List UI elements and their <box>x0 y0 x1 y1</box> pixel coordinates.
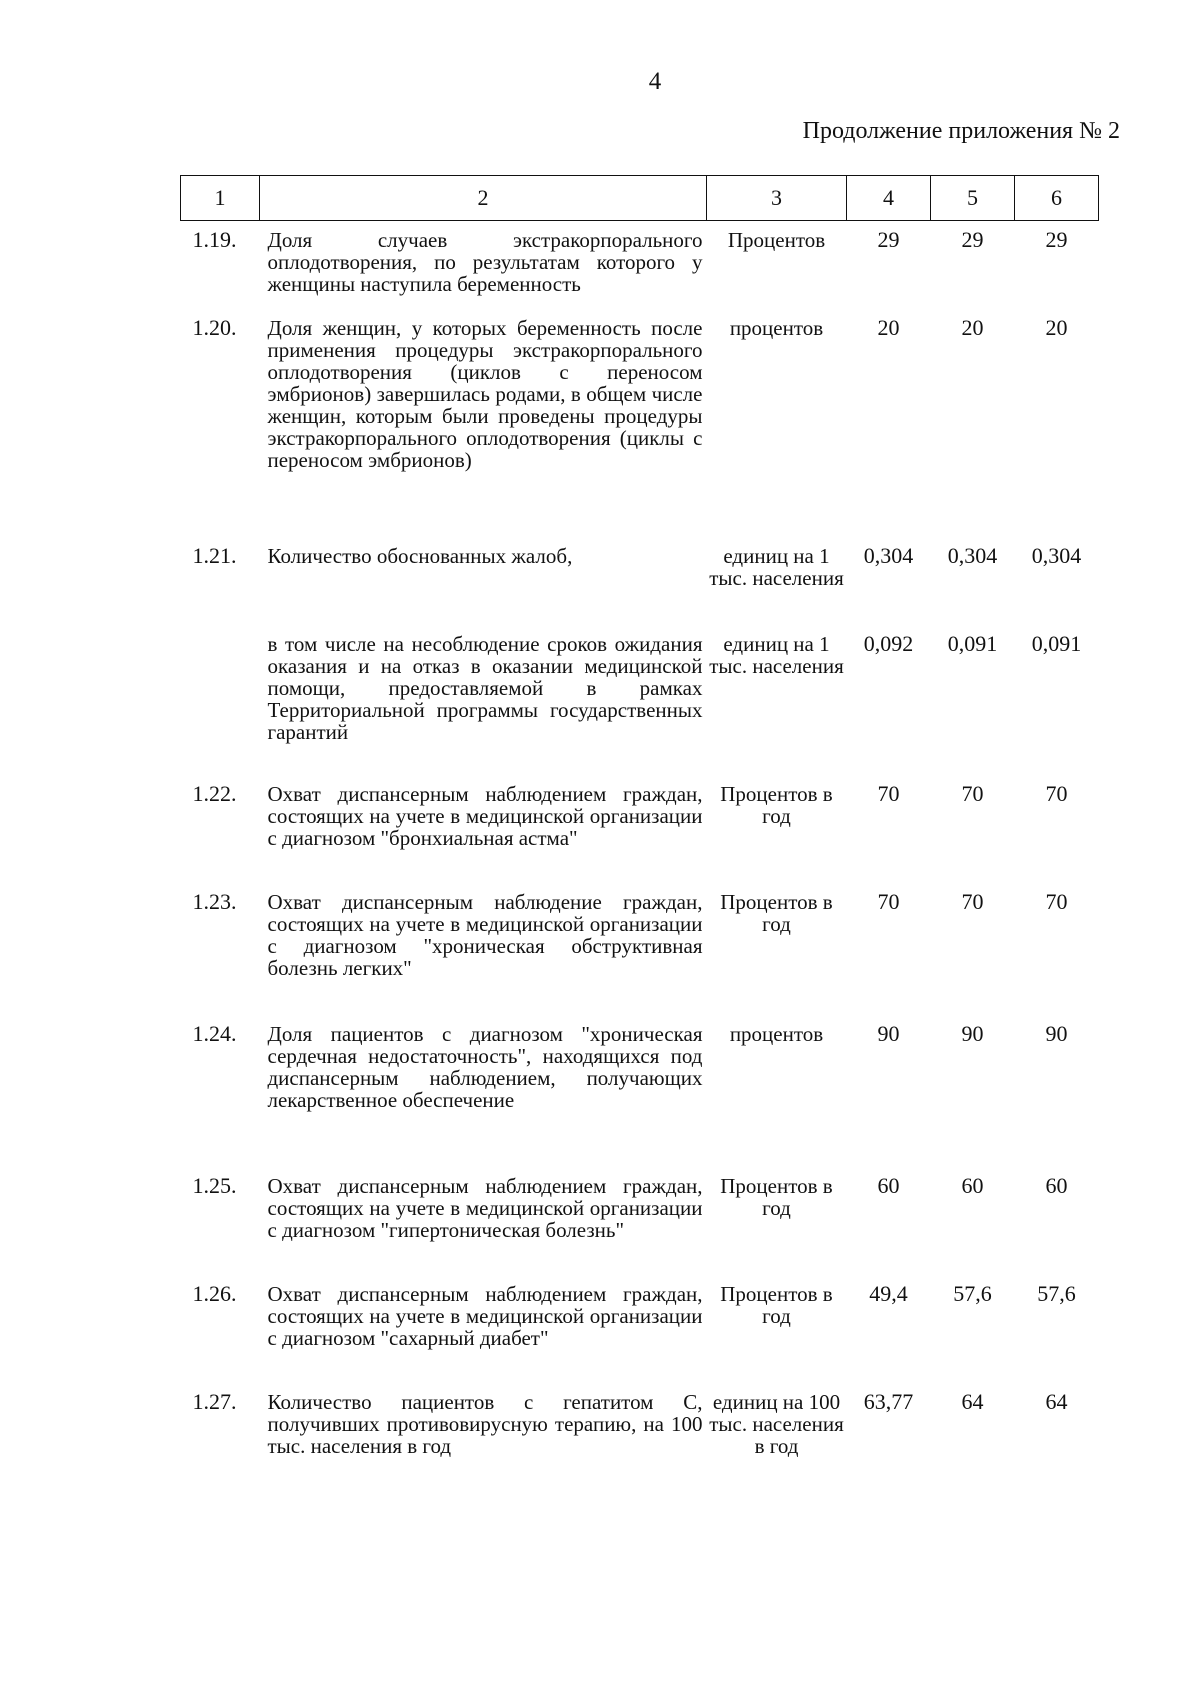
value-col-5: 90 <box>961 1020 984 1046</box>
table-row <box>181 1275 1099 1383</box>
unit-cell: единиц на 1 тыс. населения <box>709 631 844 678</box>
value-col-4: 0,092 <box>863 630 914 656</box>
table-row <box>181 309 1099 537</box>
page-number: 4 <box>648 68 662 95</box>
indicator-text: Доля женщин, у которых беременность после применения процедуры экстракорпорального оплодотворения (циклов с переносом эмбрионов) завершилась родами, в общем числе женщин, которым были проведены процедуры экстракорпорального оплодотворения (циклы с переносом эмбрионов) <box>267 315 703 472</box>
indicators-table <box>180 175 1099 1463</box>
value-col-4: 70 <box>877 780 900 806</box>
value-col-4: 63,77 <box>863 1388 914 1414</box>
indicator-text: Количество пациентов с гепатитом С, получивших противовирусную терапию, на 100 тыс. населения в год <box>267 1389 703 1458</box>
row-number: 1.23. <box>192 888 237 914</box>
value-col-5: 0,304 <box>947 542 998 568</box>
unit-cell: процентов <box>729 1021 824 1046</box>
value-col-5: 64 <box>961 1388 984 1414</box>
value-col-5: 70 <box>961 888 984 914</box>
value-col-6: 0,091 <box>1031 630 1082 656</box>
table-row <box>181 775 1099 883</box>
table-row <box>181 537 1099 625</box>
value-col-5: 57,6 <box>953 1280 992 1306</box>
row-number: 1.22. <box>192 780 237 806</box>
table-row <box>181 1167 1099 1275</box>
unit-cell: Процентов в год <box>720 1281 833 1328</box>
value-col-5: 70 <box>961 780 984 806</box>
header-col-6: 6 <box>1015 176 1099 221</box>
indicator-text: Охват диспансерным наблюдение граждан, состоящих на учете в медицинской организации с диагнозом "хроническая обструктивная болезнь легких" <box>267 889 703 980</box>
indicator-text: Охват диспансерным наблюдением граждан, состоящих на учете в медицинской организации с диагнозом "сахарный диабет" <box>267 1281 703 1350</box>
row-number: 1.19. <box>192 227 237 252</box>
value-col-4: 20 <box>877 314 900 340</box>
row-number: 1.27. <box>192 1388 237 1414</box>
row-number: 1.20. <box>192 314 237 340</box>
indicator-text: Количество обоснованных жалоб, <box>267 543 573 568</box>
unit-cell: Процентов в год <box>720 1173 833 1220</box>
value-col-4: 49,4 <box>869 1280 908 1306</box>
value-col-6: 70 <box>1045 780 1068 806</box>
header-col-2: 2 <box>260 176 707 221</box>
unit-cell: процентов <box>729 315 824 340</box>
value-col-6: 64 <box>1045 1388 1068 1414</box>
indicator-text: Доля пациентов с диагнозом "хроническая сердечная недостаточность", находящихся под диспансерным наблюдением, получающих лекарственное обеспечение <box>267 1021 703 1112</box>
indicator-text: Доля случаев экстракорпорального оплодотворения, по результатам которого у женщины наступила беременность <box>267 228 703 296</box>
row-number <box>181 625 260 775</box>
value-col-4: 0,304 <box>863 542 914 568</box>
unit-cell: Процентов <box>727 228 826 252</box>
row-number: 1.24. <box>192 1020 237 1046</box>
indicator-text: в том числе на несоблюдение сроков ожидания оказания и на отказ в оказании медицинской помощи, предоставляемой в рамках Территориальной программы государственных гарантий <box>267 631 703 744</box>
value-col-4: 29 <box>877 227 900 252</box>
indicator-text: Охват диспансерным наблюдением граждан, состоящих на учете в медицинской организации с диагнозом "бронхиальная астма" <box>267 781 703 850</box>
value-col-5: 29 <box>961 227 984 252</box>
table-row <box>181 883 1099 1015</box>
value-col-5: 20 <box>961 314 984 340</box>
header-col-4: 4 <box>847 176 931 221</box>
table-row <box>181 1383 1099 1463</box>
unit-cell: единиц на 100 тыс. населения в год <box>709 1389 844 1458</box>
indicator-text: Охват диспансерным наблюдением граждан, состоящих на учете в медицинской организации с диагнозом "гипертоническая болезнь" <box>267 1173 703 1242</box>
row-number: 1.26. <box>192 1280 237 1306</box>
header-col-5: 5 <box>931 176 1015 221</box>
value-col-6: 0,304 <box>1031 542 1082 568</box>
value-col-4: 60 <box>877 1172 900 1198</box>
value-col-6: 57,6 <box>1037 1280 1076 1306</box>
value-col-6: 29 <box>1045 227 1068 252</box>
value-col-4: 70 <box>877 888 900 914</box>
header-row <box>181 176 1099 221</box>
value-col-4: 90 <box>877 1020 900 1046</box>
unit-cell: Процентов в год <box>720 781 833 828</box>
row-number: 1.21. <box>192 542 237 568</box>
value-col-6: 90 <box>1045 1020 1068 1046</box>
value-col-5: 60 <box>961 1172 984 1198</box>
unit-cell: Процентов в год <box>720 889 833 936</box>
row-number: 1.25. <box>192 1172 237 1198</box>
table-row <box>181 1015 1099 1167</box>
appendix-continuation-caption: Продолжение приложения № 2 <box>802 118 1120 144</box>
unit-cell: единиц на 1 тыс. населения <box>709 543 844 590</box>
value-col-6: 20 <box>1045 314 1068 340</box>
value-col-6: 70 <box>1045 888 1068 914</box>
table-row <box>181 221 1099 309</box>
value-col-5: 0,091 <box>947 630 998 656</box>
header-col-3: 3 <box>707 176 847 221</box>
value-col-6: 60 <box>1045 1172 1068 1198</box>
table-row <box>181 625 1099 775</box>
header-col-1: 1 <box>181 176 260 221</box>
